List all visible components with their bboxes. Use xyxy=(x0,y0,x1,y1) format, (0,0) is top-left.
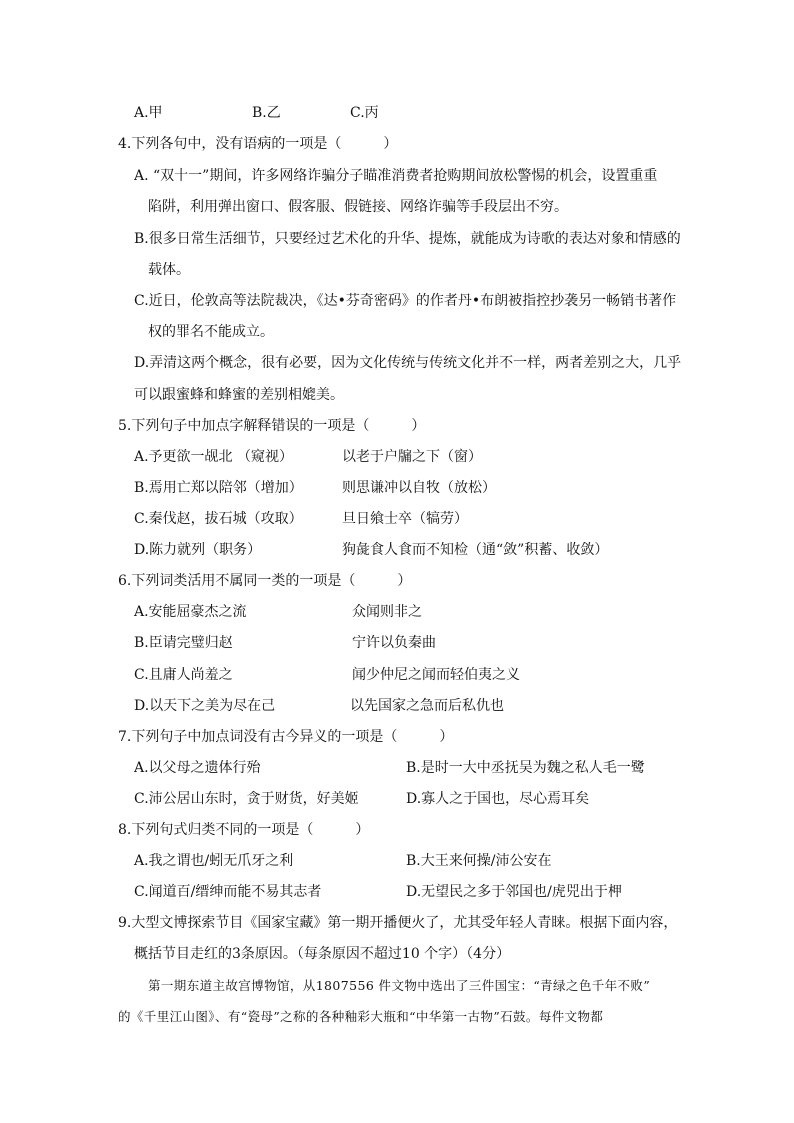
q7-option-c: C.沛公居山东时，贪于财货，好美姬 xyxy=(134,791,359,807)
q6-row-b-left: B.臣请完璧归赵 xyxy=(134,635,233,651)
q6-row-b-right: 宁许以负秦曲 xyxy=(352,635,436,651)
q3-option-c: C.丙 xyxy=(350,105,379,121)
q4-option-d-line1: D.弄清这两个概念，很有必要，因为文化传统与传统文化并不一样，两者差别之大，几乎 xyxy=(134,355,682,371)
q6-row-d-left: D.以天下之美为尽在己 xyxy=(134,698,276,714)
q5-row-d-right: 狗彘食人食而不知检（通“敛”积蓄、收敛） xyxy=(342,542,609,558)
q8-option-d: D.无望民之多于邻国也/虎兕出于柙 xyxy=(406,884,622,900)
q6-row-a-right: 众闻则非之 xyxy=(352,604,422,620)
q6-row-d-right: 以先国家之急而后私仇也 xyxy=(350,698,504,714)
q5-row-d-left: D.陈力就列（职务） xyxy=(134,542,262,558)
q5-stem: 5.下列句子中加点字解释错误的一项是（ ） xyxy=(118,418,426,434)
q5-row-a-left: A.予更欲一觇北 （窥视） xyxy=(134,449,294,465)
q8-stem: 8.下列句式归类不同的一项是（ ） xyxy=(118,822,370,838)
q4-stem: 4.下列各句中，没有语病的一项是（ ） xyxy=(118,136,398,152)
q9-passage-line2: 的《千里江山图》、有“瓷母”之称的各种釉彩大瓶和“中华第一古物”石鼓。每件文物都 xyxy=(118,1009,604,1024)
q6-row-a-left: A.安能屈豪杰之流 xyxy=(134,604,247,620)
q6-row-c-left: C.且庸人尚羞之 xyxy=(134,667,233,683)
q4-option-c-line2: 权的罪名不能成立。 xyxy=(148,324,274,340)
q4-option-b-line2: 载体。 xyxy=(148,262,190,278)
q6-stem: 6.下列词类活用不属同一类的一项是（ ） xyxy=(118,573,412,589)
q9-stem-line1: 9.大型文博探索节目《国家宝藏》第一期开播便火了，尤其受年轻人青睐。根据下面内容， xyxy=(118,915,678,931)
q5-row-b-left: B.焉用亡郑以陪邻（增加） xyxy=(134,480,303,496)
q8-option-c: C.闻道百/缙绅而能不易其志者 xyxy=(134,884,322,900)
q3-option-a: A.甲 xyxy=(134,105,163,121)
q8-option-b: B.大王来何操/沛公安在 xyxy=(406,853,552,869)
q9-passage-line1: 第一期东道主故宫博物馆，从1807556 件文物中选出了三件国宝：“青绿之色千年不败” xyxy=(148,978,651,993)
q4-option-c-line1: C.近日，伦敦高等法院裁决，《达•芬奇密码》的作者丹•布朗被指控抄袭另一畅销书著作 xyxy=(134,293,677,309)
q6-row-c-right: 闻少仲尼之闻而轻伯夷之义 xyxy=(352,667,520,683)
q5-row-c-left: C.秦伐赵，拔石城（攻取） xyxy=(134,511,303,527)
q4-option-d-line2: 可以跟蜜蜂和蜂蜜的差别相媲美。 xyxy=(134,387,344,403)
q5-row-a-right: 以老于户牖之下（窗） xyxy=(342,449,482,465)
q3-option-b: B.乙 xyxy=(252,105,281,121)
q4-option-a-line2: 陷阱，利用弹出窗口、假客服、假链接、网络诈骗等手段层出不穷。 xyxy=(148,199,568,215)
q9-stem-line2: 概括节目走红的3条原因。（每条原因不超过10 个字）（4分） xyxy=(134,946,511,962)
q5-row-b-right: 则思谦冲以自牧（放松） xyxy=(342,480,496,496)
q8-option-a: A.我之谓也/蚓无爪牙之利 xyxy=(134,853,294,869)
q7-option-d: D.寡人之于国也，尽心焉耳矣 xyxy=(406,791,590,807)
q7-option-b: B.是时一大中丞抚吴为魏之私人毛一鹭 xyxy=(406,760,645,776)
q5-row-c-right: 旦日飨士卒（犒劳） xyxy=(342,511,468,527)
q7-stem: 7.下列句子中加点词没有古今异义的一项是（ ） xyxy=(118,729,454,745)
q4-option-b-line1: B.很多日常生活细节，只要经过艺术化的升华、提炼，就能成为诗歌的表达对象和情感的 xyxy=(134,231,681,247)
q7-option-a: A.以父母之遗体行殆 xyxy=(134,760,261,776)
q4-option-a-line1: A. “双十一”期间，许多网络诈骗分子瞄准消费者抢购期间放松警惕的机会，设置重重 xyxy=(134,168,658,184)
